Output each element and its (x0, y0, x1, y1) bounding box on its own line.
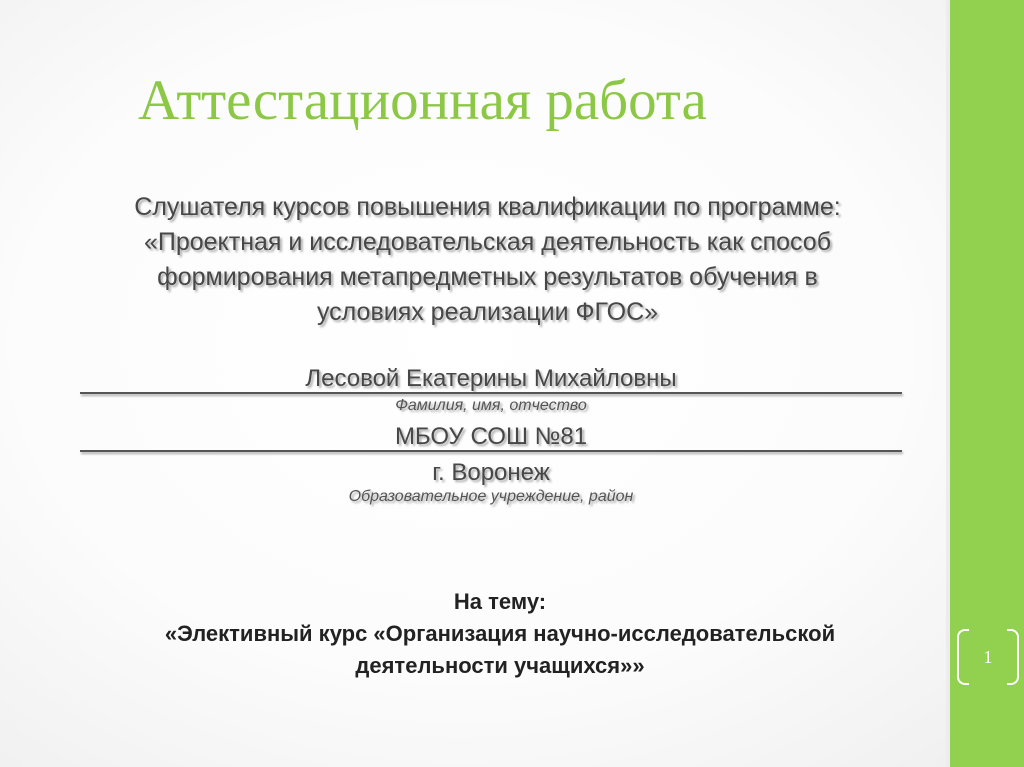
author-name-underline (80, 392, 902, 394)
school-underline (80, 450, 902, 452)
school-caption: Образовательное учреждение, район (348, 488, 634, 505)
program-line: условиях реализации ФГОС» (316, 298, 659, 326)
author-name-caption: Фамилия, имя, отчество (395, 397, 587, 414)
program-line: формирования метапредметных результатов обучения в (157, 263, 818, 291)
city-name: г. Воронеж (432, 459, 550, 486)
program-line: Слушателя курсов повышения квалификации по программе: (134, 193, 841, 221)
author-name: Лесовой Екатерины Михайловны (305, 365, 677, 392)
slide-title: Аттестационная работа (138, 69, 707, 132)
slide-number: 1 (983, 647, 993, 667)
program-line: «Проектная и исследовательская деятельность как способ (143, 228, 832, 256)
accent-bar-divider (946, 0, 950, 767)
topic-heading: На тему: (453, 589, 547, 614)
topic-line: деятельности учащихся»» (355, 653, 645, 678)
program-description (70, 190, 905, 330)
school-name: МБОУ СОШ №81 (394, 423, 588, 450)
slide-number-badge (957, 629, 1019, 687)
topic-line: «Элективный курс «Организация научно-исследовательской (164, 621, 836, 646)
